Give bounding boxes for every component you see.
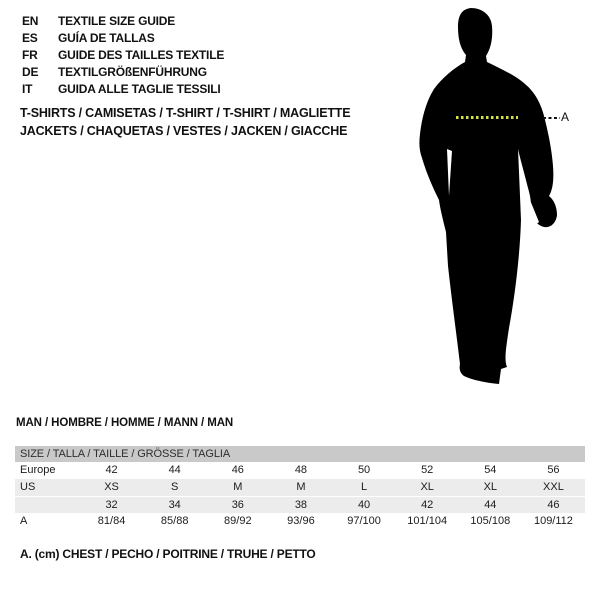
table-row-europe <box>15 462 585 479</box>
measure-pointer-dash <box>543 117 560 119</box>
size-cell: 105/108 <box>470 515 511 527</box>
size-cell: M <box>296 481 306 493</box>
size-cell: 44 <box>484 499 497 511</box>
size-cell: M <box>233 481 243 493</box>
size-cell: 81/84 <box>97 515 126 527</box>
language-row-fr <box>22 47 224 64</box>
row-label: Europe <box>20 464 56 476</box>
size-cell: 54 <box>484 464 497 476</box>
size-cell: 97/100 <box>347 515 381 527</box>
size-cell: 109/112 <box>533 515 573 527</box>
size-cell: XL <box>483 481 498 493</box>
size-cell: XS <box>104 481 119 493</box>
language-row-de <box>22 64 224 81</box>
language-row-en <box>22 13 224 30</box>
size-cell: S <box>171 481 179 493</box>
size-cell: 48 <box>294 464 308 476</box>
language-row-es <box>22 30 224 47</box>
size-cell: 50 <box>357 464 371 476</box>
size-cell: 85/88 <box>160 515 189 527</box>
size-cell: 42 <box>421 499 434 511</box>
size-cell: 40 <box>357 499 371 511</box>
language-label: GUÍA DE TALLAS <box>58 31 155 45</box>
language-list <box>22 13 224 98</box>
chest-measure-dash-line <box>456 116 518 119</box>
category-line-tshirts: T-SHIRTS / CAMISETAS / T-SHIRT / T-SHIRT / MAGLIETTE <box>20 106 351 120</box>
size-cell: 36 <box>231 499 244 511</box>
language-label: GUIDE DES TAILLES TEXTILE <box>58 48 225 62</box>
language-code: DE <box>22 65 39 79</box>
language-label: TEXTILGRÖßENFÜHRUNG <box>58 65 207 79</box>
size-cell: XL <box>420 481 434 493</box>
size-cell: 32 <box>105 499 118 511</box>
size-cell: 56 <box>547 464 560 476</box>
size-cell: 89/92 <box>224 515 252 527</box>
row-label <box>15 497 80 513</box>
category-line-jackets: JACKETS / CHAQUETAS / VESTES / JACKEN / GIACCHE <box>20 123 348 138</box>
garment-categories <box>20 105 350 140</box>
man-silhouette <box>400 0 600 400</box>
size-cell: 38 <box>294 499 308 511</box>
size-cell: 34 <box>168 499 181 511</box>
table-row-uk <box>15 496 585 513</box>
size-table <box>15 446 585 530</box>
table-row-us <box>15 479 585 496</box>
row-label: US <box>20 481 36 493</box>
language-code: FR <box>22 48 38 62</box>
language-code: ES <box>22 31 38 45</box>
table-row-chest-a <box>15 513 585 530</box>
row-label: A <box>20 515 28 527</box>
size-cell: 44 <box>168 464 181 476</box>
size-cell: 42 <box>105 464 118 476</box>
size-cell: 93/96 <box>287 515 315 527</box>
language-code: IT <box>22 82 33 96</box>
language-label: GUIDA ALLE TAGLIE TESSILI <box>58 82 221 96</box>
measure-label-a: A <box>561 110 570 124</box>
language-row-it <box>22 81 224 98</box>
size-cell: 46 <box>231 464 244 476</box>
size-cell: L <box>361 481 368 493</box>
measurement-footnote: A. (cm) CHEST / PECHO / POITRINE / TRUHE / PETTO <box>20 547 316 561</box>
size-cell: 46 <box>547 499 560 511</box>
size-cell: 101/104 <box>407 515 448 527</box>
language-code: EN <box>22 14 39 28</box>
size-table-header: SIZE / TALLA / TAILLE / GRÖSSE / TAGLIA <box>15 446 585 462</box>
size-cell: XXL <box>543 481 564 493</box>
size-cell: 52 <box>421 464 434 476</box>
section-title-man: MAN / HOMBRE / HOMME / MANN / MAN <box>16 417 234 429</box>
language-label: TEXTILE SIZE GUIDE <box>58 14 176 28</box>
